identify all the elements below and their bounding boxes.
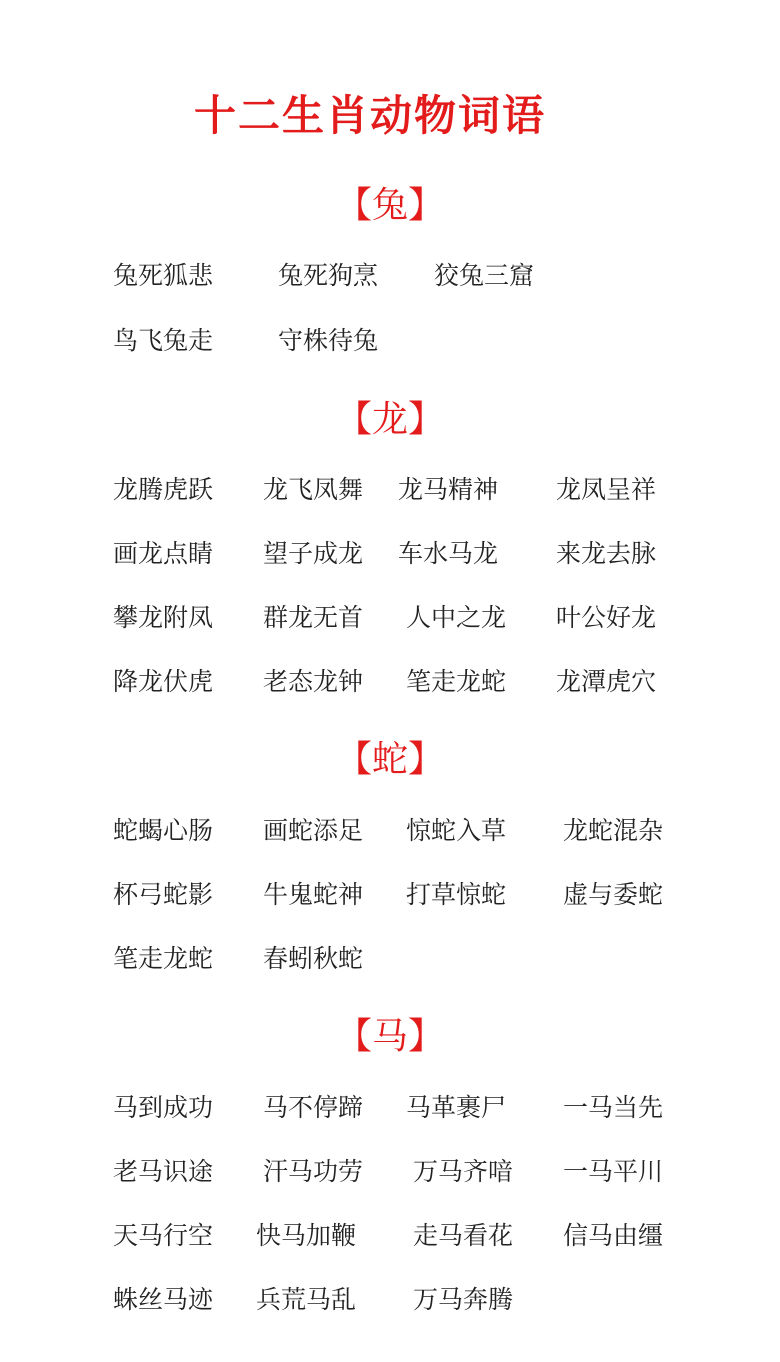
- idiom-word: 画蛇添足: [263, 816, 364, 845]
- idiom-word: 虚与委蛇: [563, 880, 664, 909]
- idiom-word: 汗马功劳: [263, 1157, 364, 1186]
- idiom-word: 牛鬼蛇神: [263, 880, 364, 909]
- idiom-word: 叶公好龙: [556, 603, 657, 632]
- section-heading-rabbit: 【兔】: [335, 185, 444, 226]
- idiom-word: 狡兔三窟: [434, 261, 535, 290]
- idiom-word: 兵荒马乱: [256, 1285, 357, 1314]
- idiom-word: 鸟飞兔走: [113, 326, 214, 355]
- idiom-word: 守株待兔: [278, 326, 379, 355]
- page-title: 十二生肖动物词语: [193, 91, 546, 140]
- idiom-word: 龙蛇混杂: [563, 816, 664, 845]
- idiom-word: 兔死狗烹: [278, 261, 379, 290]
- idiom-word: 笔走龙蛇: [113, 944, 214, 973]
- idiom-word: 春蚓秋蛇: [263, 944, 364, 973]
- idiom-word: 画龙点睛: [113, 539, 214, 568]
- idiom-word: 天马行空: [113, 1221, 214, 1250]
- section-heading-dragon: 【龙】: [335, 399, 444, 440]
- idiom-word: 惊蛇入草: [406, 816, 507, 845]
- idiom-word: 走马看花: [413, 1221, 514, 1250]
- idiom-word: 来龙去脉: [556, 539, 657, 568]
- idiom-word: 降龙伏虎: [113, 667, 214, 696]
- idiom-word: 龙飞凤舞: [263, 475, 364, 504]
- idiom-word: 老态龙钟: [263, 667, 364, 696]
- idiom-word: 群龙无首: [263, 603, 364, 632]
- section-heading-horse: 【马】: [335, 1016, 444, 1057]
- idiom-word: 一马当先: [563, 1093, 664, 1122]
- idiom-word: 龙腾虎跃: [113, 475, 214, 504]
- idiom-word: 笔走龙蛇: [406, 667, 507, 696]
- idiom-word: 杯弓蛇影: [113, 880, 214, 909]
- idiom-word: 攀龙附凤: [113, 603, 214, 632]
- idiom-word: 马革裹尸: [406, 1093, 507, 1122]
- idiom-word: 马不停蹄: [263, 1093, 364, 1122]
- idiom-word: 蛛丝马迹: [113, 1285, 214, 1314]
- idiom-word: 老马识途: [113, 1157, 214, 1186]
- idiom-word: 快马加鞭: [256, 1221, 357, 1250]
- idiom-word: 人中之龙: [406, 603, 507, 632]
- idiom-word: 龙凤呈祥: [556, 475, 657, 504]
- idiom-word: 万马奔腾: [413, 1285, 514, 1314]
- idiom-word: 龙潭虎穴: [556, 667, 657, 696]
- idiom-word: 一马平川: [563, 1157, 664, 1186]
- idiom-word: 车水马龙: [398, 539, 499, 568]
- idiom-word: 兔死狐悲: [113, 261, 214, 290]
- idiom-word: 龙马精神: [398, 475, 499, 504]
- idiom-word: 蛇蝎心肠: [113, 816, 214, 845]
- idiom-word: 信马由缰: [563, 1221, 664, 1250]
- section-heading-snake: 【蛇】: [335, 739, 444, 780]
- idiom-word: 打草惊蛇: [406, 880, 507, 909]
- idiom-word: 望子成龙: [263, 539, 364, 568]
- idiom-word: 马到成功: [113, 1093, 214, 1122]
- idiom-word: 万马齐喑: [413, 1157, 514, 1186]
